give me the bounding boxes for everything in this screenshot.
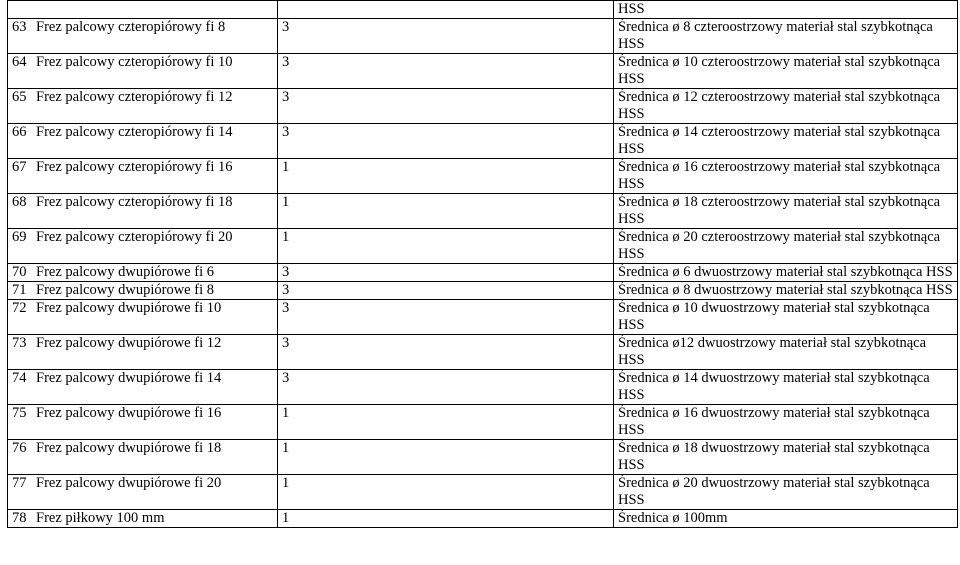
qty-cell	[278, 440, 614, 475]
table-row	[8, 89, 958, 124]
name-cell	[8, 159, 278, 194]
table-row	[8, 159, 958, 194]
item-description: Średnica ø12 dwuostrzowy materiał stal szybkotnąca HSS	[618, 335, 927, 368]
table-row	[8, 54, 958, 89]
name-cell	[8, 370, 278, 405]
item-description: Średnica ø 100mm	[618, 510, 728, 526]
item-quantity: 3	[282, 19, 290, 35]
row-number: 74	[12, 370, 27, 386]
desc-cell	[614, 335, 958, 370]
item-quantity: 3	[282, 54, 290, 70]
name-cell	[8, 300, 278, 335]
item-quantity: 1	[282, 510, 290, 526]
desc-cell	[614, 124, 958, 159]
row-number: 63	[12, 19, 27, 35]
table-row	[8, 335, 958, 370]
qty-cell	[278, 510, 614, 528]
desc-cell	[614, 282, 958, 300]
desc-cell	[614, 405, 958, 440]
desc-cell	[614, 440, 958, 475]
qty-cell	[278, 89, 614, 124]
item-quantity: 1	[282, 475, 290, 491]
row-number: 69	[12, 229, 27, 245]
row-number: 68	[12, 194, 27, 210]
item-quantity: 1	[282, 440, 290, 456]
desc-cell	[614, 194, 958, 229]
item-name: Frez palcowy czteropiórowy fi 20	[36, 229, 233, 245]
item-quantity: 1	[282, 405, 290, 421]
qty-cell	[278, 54, 614, 89]
row-number: 73	[12, 335, 27, 351]
qty-cell	[278, 159, 614, 194]
item-name: Frez palcowy dwupiórowe fi 12	[36, 335, 222, 351]
desc-cell	[614, 475, 958, 510]
desc-cell	[614, 229, 958, 264]
item-description: Średnica ø 16 czteroostrzowy materiał stal szybkotnąca HSS	[618, 159, 941, 192]
table-row	[8, 370, 958, 405]
item-description: Średnica ø 8 dwuostrzowy materiał stal szybkotnąca HSS	[618, 282, 953, 298]
desc-cell	[614, 370, 958, 405]
row-number: 71	[12, 282, 27, 298]
row-number: 75	[12, 405, 27, 421]
item-quantity: 3	[282, 300, 290, 316]
qty-cell	[278, 370, 614, 405]
items-table	[7, 0, 958, 528]
item-quantity: 3	[282, 335, 290, 351]
name-cell	[8, 124, 278, 159]
row-number: 67	[12, 159, 27, 175]
desc-cell	[614, 300, 958, 335]
item-name: Frez palcowy dwupiórowe fi 16	[36, 405, 222, 421]
item-name: Frez palcowy czteropiórowy fi 14	[36, 124, 233, 140]
desc-cell	[614, 89, 958, 124]
item-name: Frez palcowy dwupiórowe fi 14	[36, 370, 222, 386]
name-cell	[8, 194, 278, 229]
qty-cell	[278, 264, 614, 282]
name-cell	[8, 264, 278, 282]
item-name: Frez palcowy czteropiórowy fi 18	[36, 194, 233, 210]
qty-cell	[278, 194, 614, 229]
name-cell	[8, 1, 278, 19]
row-number: 76	[12, 440, 27, 456]
table-row-continuation	[8, 1, 958, 19]
item-quantity: 1	[282, 159, 290, 175]
table-row	[8, 440, 958, 475]
table-row	[8, 405, 958, 440]
item-name: Frez palcowy dwupiórowe fi 18	[36, 440, 222, 456]
qty-cell	[278, 282, 614, 300]
name-cell	[8, 229, 278, 264]
table-row	[8, 194, 958, 229]
desc-cell	[614, 264, 958, 282]
item-name: Frez palcowy czteropiórowy fi 16	[36, 159, 233, 175]
item-name: Frez palcowy czteropiórowy fi 8	[36, 19, 226, 35]
name-cell	[8, 282, 278, 300]
name-cell	[8, 405, 278, 440]
desc-cell	[614, 54, 958, 89]
item-quantity: 3	[282, 370, 290, 386]
qty-cell	[278, 1, 614, 19]
name-cell	[8, 19, 278, 54]
item-name: Frez palcowy dwupiórowe fi 10	[36, 300, 222, 316]
table-row	[8, 282, 958, 300]
qty-cell	[278, 405, 614, 440]
qty-cell	[278, 19, 614, 54]
item-name: Frez palcowy dwupiórowe fi 20	[36, 475, 222, 491]
qty-cell	[278, 124, 614, 159]
item-quantity: 3	[282, 282, 290, 298]
row-number: 77	[12, 475, 27, 491]
row-number: 64	[12, 54, 27, 70]
item-description: Średnica ø 20 dwuostrzowy materiał stal szybkotnąca HSS	[618, 475, 930, 508]
item-description: Średnica ø 20 czteroostrzowy materiał stal szybkotnąca HSS	[618, 229, 941, 262]
row-number: 78	[12, 510, 27, 526]
table-row	[8, 19, 958, 54]
item-quantity: 3	[282, 124, 290, 140]
qty-cell	[278, 300, 614, 335]
item-description: Średnica ø 6 dwuostrzowy materiał stal szybkotnąca HSS	[618, 264, 953, 280]
table-row	[8, 475, 958, 510]
item-description: Średnica ø 10 dwuostrzowy materiał stal szybkotnąca HSS	[618, 300, 930, 333]
table-row	[8, 229, 958, 264]
item-name: Frez palcowy czteropiórowy fi 10	[36, 54, 233, 70]
item-description: Średnica ø 16 dwuostrzowy materiał stal szybkotnąca HSS	[618, 405, 930, 438]
table-row	[8, 124, 958, 159]
row-number: 70	[12, 264, 27, 280]
qty-cell	[278, 335, 614, 370]
item-description: Średnica ø 10 czteroostrzowy materiał stal szybkotnąca HSS	[618, 54, 941, 87]
items-table-body	[8, 1, 958, 528]
row-number: 65	[12, 89, 27, 105]
name-cell	[8, 335, 278, 370]
desc-cell	[614, 19, 958, 54]
item-description: Średnica ø 18 czteroostrzowy materiał stal szybkotnąca HSS	[618, 194, 941, 227]
name-cell	[8, 89, 278, 124]
table-row	[8, 510, 958, 528]
table-row	[8, 264, 958, 282]
name-cell	[8, 440, 278, 475]
row-number: 72	[12, 300, 27, 316]
item-name: Frez palcowy czteropiórowy fi 12	[36, 89, 233, 105]
desc-cell	[614, 510, 958, 528]
table-row	[8, 300, 958, 335]
qty-cell	[278, 229, 614, 264]
item-description: Średnica ø 14 czteroostrzowy materiał stal szybkotnąca HSS	[618, 124, 941, 157]
item-description: Średnica ø 8 czteroostrzowy materiał stal szybkotnąca HSS	[618, 19, 933, 52]
item-quantity: 3	[282, 89, 290, 105]
item-name: Frez palcowy dwupiórowe fi 6	[36, 264, 214, 280]
name-cell	[8, 475, 278, 510]
item-description: Średnica ø 14 dwuostrzowy materiał stal szybkotnąca HSS	[618, 370, 930, 403]
qty-cell	[278, 475, 614, 510]
desc-cell: HSS	[614, 1, 958, 19]
item-description: Średnica ø 18 dwuostrzowy materiał stal szybkotnąca HSS	[618, 440, 930, 473]
item-quantity: 3	[282, 264, 290, 280]
item-name: Frez piłkowy 100 mm	[36, 510, 165, 526]
item-name: Frez palcowy dwupiórowe fi 8	[36, 282, 214, 298]
name-cell	[8, 54, 278, 89]
item-description: Średnica ø 12 czteroostrzowy materiał stal szybkotnąca HSS	[618, 89, 941, 122]
row-number: 66	[12, 124, 27, 140]
item-quantity: 1	[282, 194, 290, 210]
desc-cell	[614, 159, 958, 194]
item-quantity: 1	[282, 229, 290, 245]
name-cell	[8, 510, 278, 528]
